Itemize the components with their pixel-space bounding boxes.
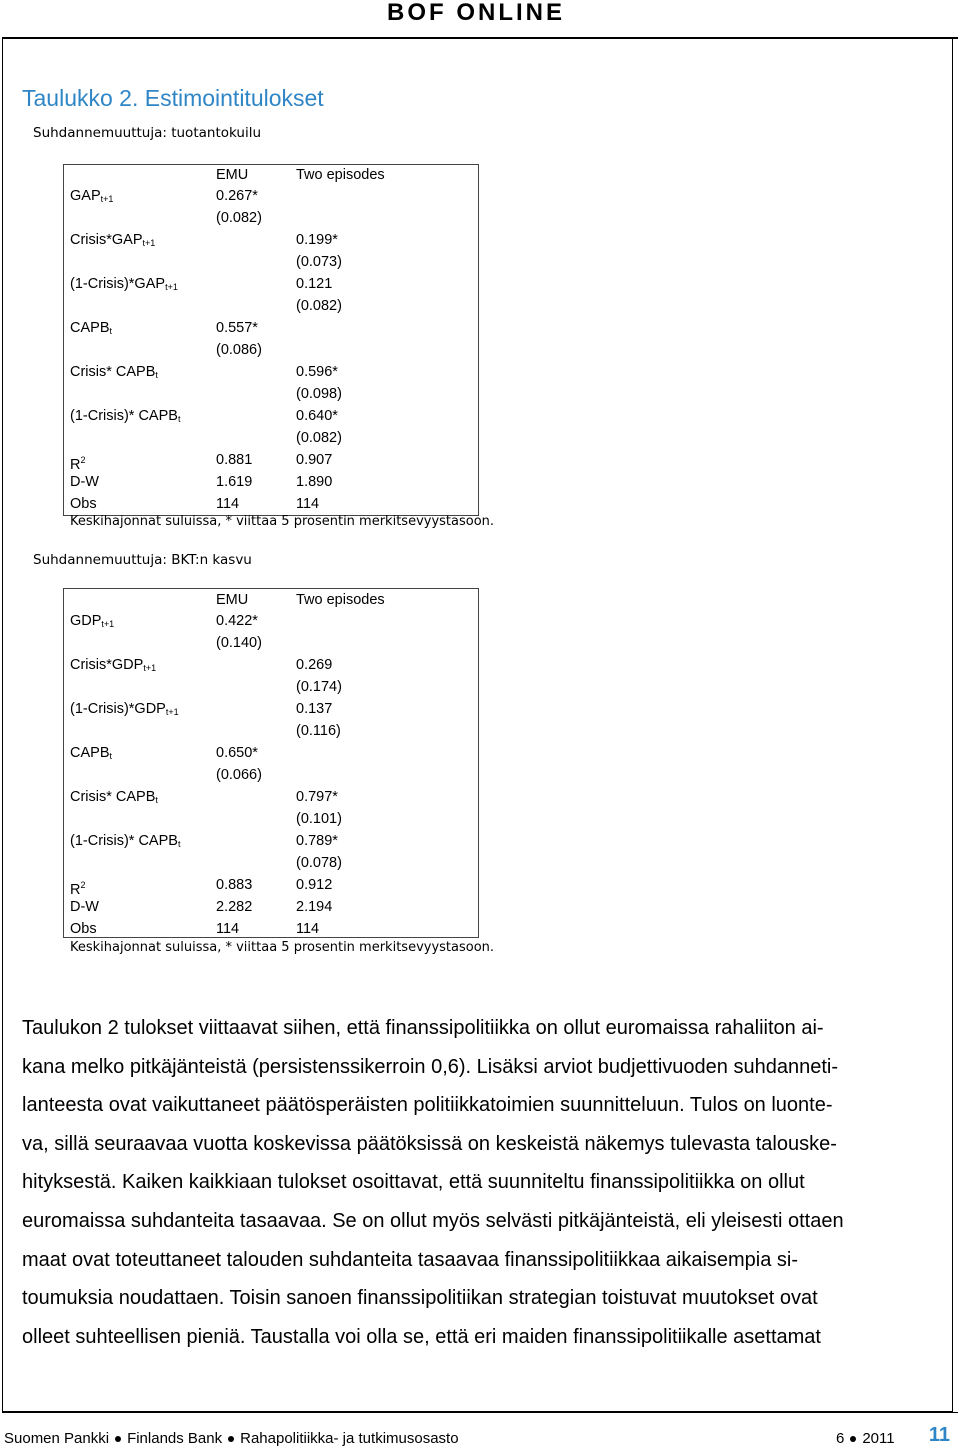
row-label-subscript: t [177,839,181,849]
stat-label [70,495,97,513]
row-label-subscript: t+1 [100,194,114,204]
stat-label-text: Obs [70,496,97,512]
two-episodes-std-error: (0.082) [296,430,342,446]
row-label [70,231,155,252]
stat-label [70,876,86,899]
stat-label [70,898,99,916]
stat-label [70,920,97,938]
footer-bank-sv: Finlands Bank [127,1430,223,1447]
two-episodes-stat-value: 114 [296,921,320,937]
table2-border [63,588,479,938]
row-label-text: Crisis*GAP [70,232,143,248]
row-label-subscript: t+1 [165,707,179,717]
two-episodes-coefficient: 0.640* [296,408,338,424]
emu-stat-value: 0.881 [216,452,253,468]
footer-bank-fi: Suomen Pankki [4,1430,110,1447]
row-label-subscript: t [155,370,158,380]
column-header-two-episodes: Two episodes [296,592,385,608]
two-episodes-coefficient: 0.789* [296,833,338,849]
row-label [70,832,180,853]
two-episodes-stat-value: 1.890 [296,474,333,490]
stat-label-text: Obs [70,921,97,937]
emu-stat-value: 1.619 [216,474,253,490]
two-episodes-coefficient: 0.596* [296,364,338,380]
stat-label-text: D-W [70,474,99,490]
emu-stat-value: 114 [216,496,240,512]
row-label-subscript: t [177,414,181,424]
emu-std-error: (0.140) [216,635,262,651]
stat-label [70,473,99,491]
row-label-text: (1-Crisis)*GAP [70,276,166,292]
row-label-subscript: t+1 [143,663,157,673]
two-episodes-stat-value: 0.912 [296,877,333,893]
row-label-text: (1-Crisis)*GDP [70,701,166,717]
stat-label [70,451,86,474]
two-episodes-std-error: (0.078) [296,855,342,871]
row-label-text: (1-Crisis)* CAPB [70,408,178,424]
column-header-two-episodes: Two episodes [296,167,385,183]
body-line: maat ovat toteuttaneet talouden suhdanteita tasaavaa finanssipolitiikkaa aikaisempia si- [22,1248,799,1271]
row-label [70,788,158,809]
table1-note: Keskihajonnat suluissa, * viittaa 5 prosentin merkitsevyystasoon. [70,514,495,529]
footer-publisher [4,1430,459,1448]
row-label [70,700,179,721]
row-label-subscript: t+1 [101,619,115,629]
body-line: toumuksia noudattaen. Toisin sanoen finanssipolitiikan strategian toistuvat muutokset ovat [22,1287,818,1310]
body-line: Taulukon 2 tulokset viittaavat siihen, että finanssipolitiikka on ollut euromaissa rahaliiton ai- [22,1017,824,1039]
table1-border [63,164,479,516]
two-episodes-stat-value: 2.194 [296,899,333,915]
stat-label-superscript: 2 [80,455,86,465]
table1-subtitle: Suhdannemuuttuja: tuotantokuilu [33,125,262,141]
bullet-icon [228,1436,234,1442]
masthead: BOF ONLINE [387,0,565,26]
footer-year: 2011 [862,1430,895,1447]
row-label-text: GAP [70,188,101,204]
footer-issue [836,1430,895,1448]
emu-coefficient: 0.650* [216,745,258,761]
footer-issue-number: 6 [836,1430,845,1447]
row-label-text: GDP [70,613,102,629]
table2-note: Keskihajonnat suluissa, * viittaa 5 prosentin merkitsevyystasoon. [70,940,495,955]
table2-subtitle: Suhdannemuuttuja: BKT:n kasvu [33,552,252,568]
emu-std-error: (0.086) [216,342,262,358]
emu-coefficient: 0.422* [216,613,258,629]
two-episodes-std-error: (0.101) [296,811,342,827]
page-number: 11 [928,1424,950,1446]
stat-label-superscript: 2 [80,880,86,890]
column-header-emu: EMU [216,167,249,183]
column-header-emu: EMU [216,592,249,608]
two-episodes-coefficient: 0.121 [296,276,333,292]
row-label [70,363,158,384]
row-label-subscript: t [109,326,113,336]
body-line: kana melko pitkäjänteistä (persistenssikerroin 0,6). Lisäksi arviot budjettivuoden suhdanneti- [22,1055,838,1078]
row-label-text: Crisis* CAPB [70,789,156,805]
two-episodes-coefficient: 0.269 [296,657,333,673]
row-label [70,744,112,765]
emu-coefficient: 0.267* [216,188,258,204]
row-label [70,187,113,208]
bullet-icon [115,1436,121,1442]
stat-label-text: R [70,882,81,898]
body-line: olleet suhteellisen pieniä. Taustalla voi olla se, että eri maiden finanssipolitiikalle asettamat [22,1325,821,1348]
two-episodes-std-error: (0.174) [296,679,342,695]
bullet-icon [850,1436,856,1442]
emu-stat-value: 2.282 [216,899,253,915]
body-line: euromaissa suhdanteita tasaavaa. Se on ollut myös selvästi pitkäjänteistä, eli yleisesti ottaen [22,1210,844,1232]
row-label [70,275,178,296]
row-label-text: (1-Crisis)* CAPB [70,833,178,849]
two-episodes-std-error: (0.073) [296,254,342,270]
two-episodes-coefficient: 0.199* [296,232,338,248]
footer-rule [2,1412,958,1413]
row-label-subscript: t+1 [142,238,156,248]
two-episodes-std-error: (0.116) [296,723,341,739]
row-label-text: Crisis* CAPB [70,364,156,380]
emu-stat-value: 114 [216,921,240,937]
emu-coefficient: 0.557* [216,320,258,336]
body-line: va, sillä seuraavaa vuotta koskevissa päätöksissä on keskeistä näkemys tulevasta talouske- [22,1132,837,1155]
body-line: hityksestä. Kaiken kaikkiaan tulokset osoittavat, että suunniteltu finanssipolitiikka on ollut [22,1171,805,1194]
emu-std-error: (0.082) [216,210,262,226]
two-episodes-std-error: (0.098) [296,386,342,402]
emu-stat-value: 0.883 [216,877,253,893]
two-episodes-coefficient: 0.797* [296,789,338,805]
row-label-subscript: t+1 [165,282,178,292]
row-label-text: Crisis*GDP [70,657,144,673]
row-label [70,319,112,340]
two-episodes-coefficient: 0.137 [296,701,333,717]
emu-std-error: (0.066) [216,767,262,783]
two-episodes-stat-value: 114 [296,496,320,512]
row-label [70,407,180,428]
row-label-subscript: t [109,751,113,761]
row-label-text: CAPB [70,745,110,761]
page-heading: Taulukko 2. Estimointitulokset [22,85,324,111]
row-label [70,656,156,677]
body-line: lanteesta ovat vaikuttaneet päätösperäisten politiikkatoimien suunnitteluun. Tulos on luonte- [22,1094,833,1117]
row-label-text: CAPB [70,320,110,336]
two-episodes-std-error: (0.082) [296,298,342,314]
two-episodes-stat-value: 0.907 [296,452,333,468]
row-label-subscript: t [155,795,158,805]
row-label [70,612,114,633]
stat-label-text: R [70,457,81,473]
stat-label-text: D-W [70,899,99,915]
footer-series: Rahapolitiikka- ja tutkimusosasto [240,1430,459,1447]
